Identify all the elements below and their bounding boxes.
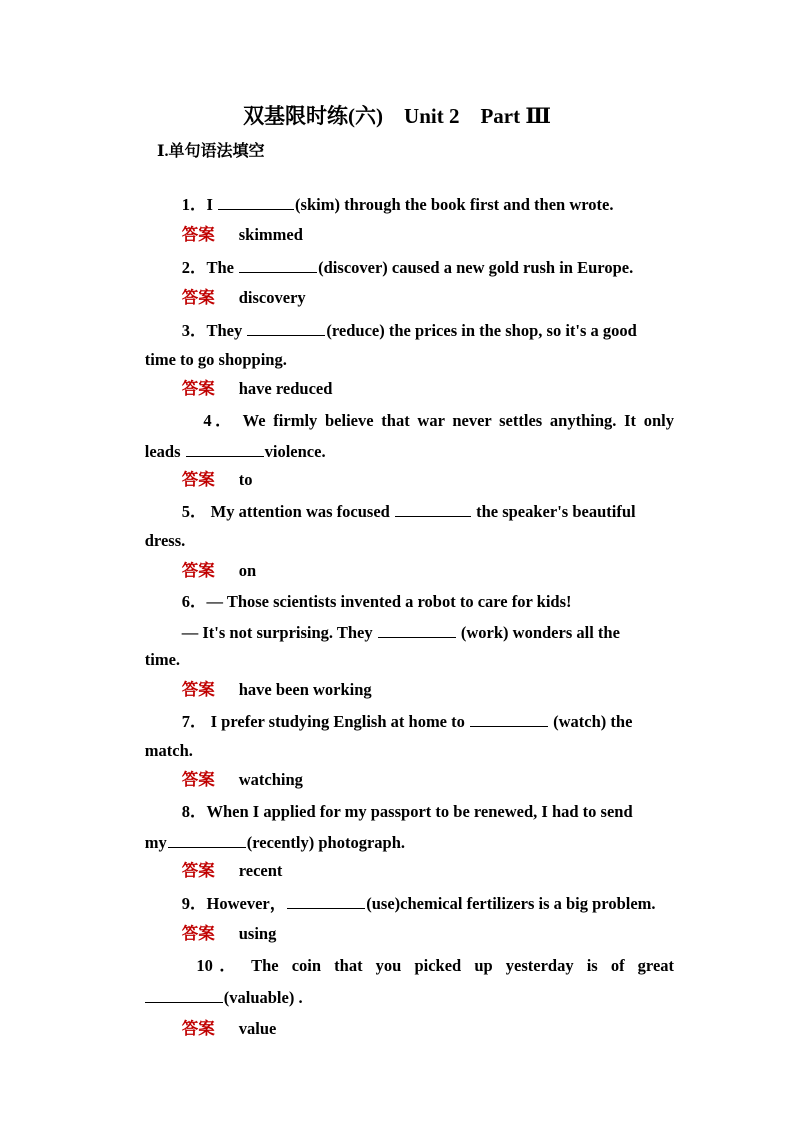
question-text: 7． I prefer studying English at home to [181, 712, 470, 731]
question-text: match. [144, 741, 193, 760]
question-text: (valuable) . [223, 988, 303, 1007]
answer-text: have reduced [238, 379, 333, 398]
answer-text: watching [238, 770, 303, 789]
question-text: (skim) through the book first and then wrote. [295, 195, 614, 214]
question-text: (discover) caused a new gold rush in Europe. [318, 258, 634, 277]
question-text: — It's not surprising. They [181, 623, 377, 642]
question-text: time to go shopping. [144, 350, 287, 369]
answer-label: 答案 [181, 288, 215, 307]
answer-text: have been working [238, 680, 372, 699]
answer-label: 答案 [181, 225, 215, 244]
answer-blank [287, 892, 365, 909]
answer-text: on [238, 561, 257, 580]
section-heading: Ⅰ.单句语法填空 [157, 143, 265, 160]
question-text: time. [144, 650, 181, 669]
question-text: dress. [144, 531, 186, 550]
question-text: (recently) photograph. [246, 833, 406, 852]
question-text: 3．They [181, 321, 247, 340]
answer-text: to [238, 470, 253, 489]
question-text: my [144, 833, 167, 852]
answer-label: 答案 [181, 561, 215, 580]
answer-text: recent [238, 861, 283, 880]
answer-label: 答案 [181, 470, 215, 489]
question-text: 8．When I applied for my passport to be renewed, I had to send [181, 802, 633, 821]
answer-text: discovery [238, 288, 306, 307]
question-text: 2．The [181, 258, 239, 277]
answer-text: using [238, 924, 277, 943]
question-text: (work) wonders all the [456, 623, 620, 642]
question-text: 9．However， [181, 894, 287, 913]
question-6-reply [157, 599, 674, 666]
answer-10 [157, 996, 276, 1062]
answer-text: value [238, 1019, 277, 1038]
question-text: 5． My attention was focused [181, 502, 394, 521]
answer-label: 答案 [181, 770, 215, 789]
answer-label: 答案 [181, 924, 215, 943]
answer-blank [378, 621, 456, 638]
answer-label: 答案 [181, 680, 215, 699]
question-text: (reduce) the prices in the shop, so it's a good [326, 321, 637, 340]
question-5 [157, 478, 674, 545]
worksheet-title: 双基限时练(六) Unit 2 Part Ⅲ [243, 104, 551, 128]
answer-label: 答案 [181, 379, 215, 398]
answer-label: 答案 [181, 861, 215, 880]
question-text: 10 ． The coin that you picked up yesterday is of great [196, 956, 675, 975]
answer-text: skimmed [238, 225, 303, 244]
question-text: (use)chemical fertilizers is a big problem. [366, 894, 656, 913]
question-text: the speaker's beautiful [471, 502, 636, 521]
question-text: leads [144, 442, 185, 461]
question-text: violence. [264, 442, 326, 461]
question-text: (watch) the [549, 712, 633, 731]
question-text: 1．I [181, 195, 218, 214]
answer-label: 答案 [181, 1019, 215, 1038]
question-text: 4． We firmly believe that war never settles anything. It only [203, 411, 675, 430]
answer-blank [470, 710, 548, 727]
question-text: 6．— Those scientists invented a robot to care for kids! [181, 592, 572, 611]
answer-blank [395, 500, 471, 517]
question-7 [157, 688, 674, 755]
